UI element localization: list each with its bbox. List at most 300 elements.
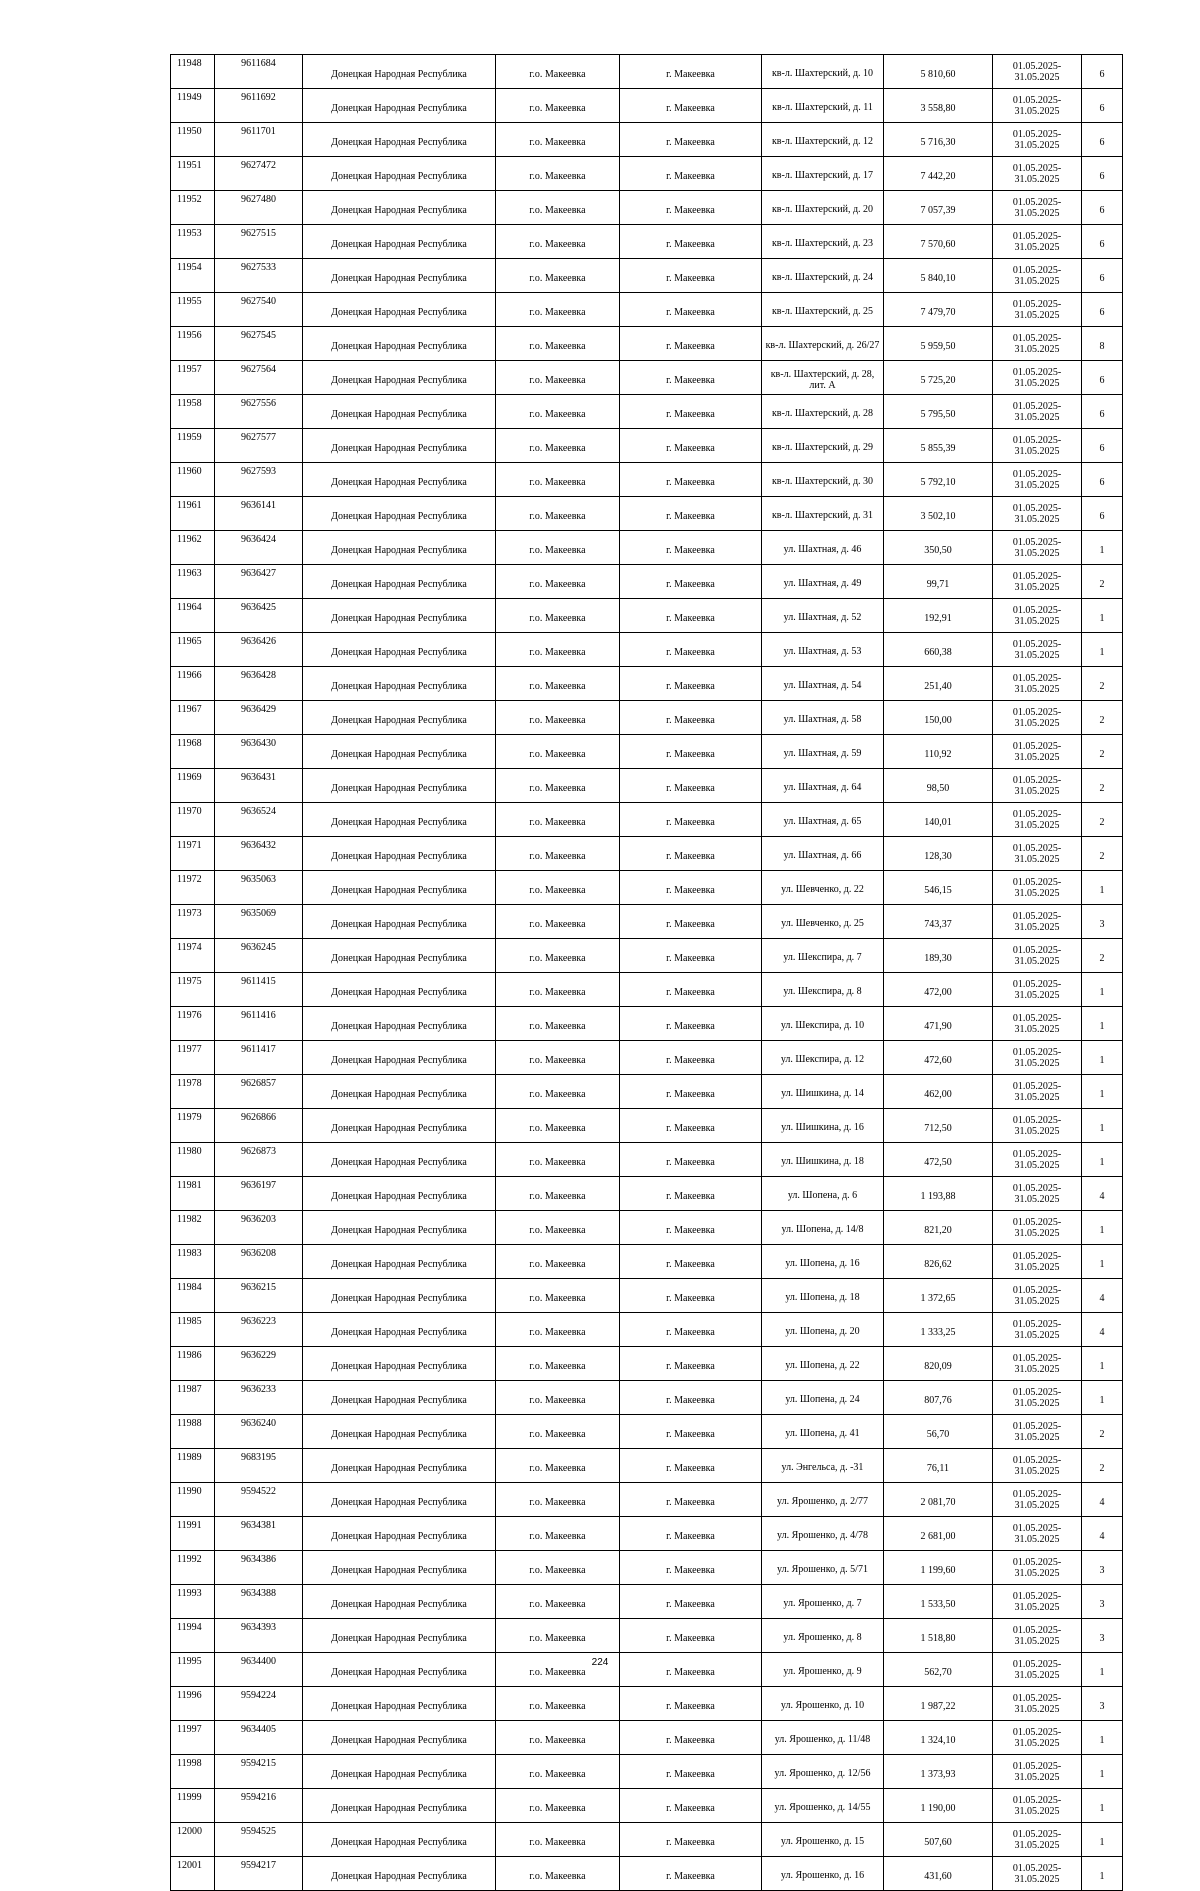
count-cell: 6: [1082, 293, 1123, 327]
count-cell: 4: [1082, 1483, 1123, 1517]
area-cell: 471,90: [884, 1007, 993, 1041]
locality-cell: г. Макеевка: [620, 701, 762, 735]
address-cell: ул. Шопена, д. 20: [762, 1313, 884, 1347]
district-cell: г.о. Макеевка: [496, 667, 620, 701]
area-cell: 472,60: [884, 1041, 993, 1075]
district-cell: г.о. Макеевка: [496, 1619, 620, 1653]
row-number-cell: 11960: [171, 463, 215, 497]
area-cell: 5 810,60: [884, 55, 993, 89]
object-code-cell: 9634393: [215, 1619, 303, 1653]
locality-cell: г. Макеевка: [620, 259, 762, 293]
object-code-cell: 9636424: [215, 531, 303, 565]
address-cell: ул. Шахтная, д. 49: [762, 565, 884, 599]
object-code-cell: 9626857: [215, 1075, 303, 1109]
locality-cell: г. Макеевка: [620, 191, 762, 225]
area-cell: 3 558,80: [884, 89, 993, 123]
locality-cell: г. Макеевка: [620, 327, 762, 361]
area-cell: 826,62: [884, 1245, 993, 1279]
region-cell: Донецкая Народная Республика: [303, 599, 496, 633]
object-code-cell: 9636233: [215, 1381, 303, 1415]
period-cell: 01.05.2025-31.05.2025: [993, 1211, 1082, 1245]
area-cell: 472,50: [884, 1143, 993, 1177]
count-cell: 4: [1082, 1279, 1123, 1313]
district-cell: г.о. Макеевка: [496, 55, 620, 89]
object-code-cell: 9636425: [215, 599, 303, 633]
district-cell: г.о. Макеевка: [496, 769, 620, 803]
locality-cell: г. Макеевка: [620, 1415, 762, 1449]
count-cell: 4: [1082, 1517, 1123, 1551]
count-cell: 6: [1082, 225, 1123, 259]
region-cell: Донецкая Народная Республика: [303, 1483, 496, 1517]
count-cell: 1: [1082, 1789, 1123, 1823]
district-cell: г.о. Макеевка: [496, 633, 620, 667]
row-number-cell: 11989: [171, 1449, 215, 1483]
period-cell: 01.05.2025-31.05.2025: [993, 1041, 1082, 1075]
count-cell: 3: [1082, 1687, 1123, 1721]
row-number-cell: 11950: [171, 123, 215, 157]
count-cell: 2: [1082, 735, 1123, 769]
row-number-cell: 11963: [171, 565, 215, 599]
period-cell: 01.05.2025-31.05.2025: [993, 769, 1082, 803]
region-cell: Донецкая Народная Республика: [303, 89, 496, 123]
area-cell: 1 533,50: [884, 1585, 993, 1619]
area-cell: 821,20: [884, 1211, 993, 1245]
row-number-cell: 11976: [171, 1007, 215, 1041]
region-cell: Донецкая Народная Республика: [303, 1279, 496, 1313]
row-number-cell: 11988: [171, 1415, 215, 1449]
locality-cell: г. Макеевка: [620, 803, 762, 837]
row-number-cell: 11967: [171, 701, 215, 735]
count-cell: 6: [1082, 157, 1123, 191]
address-cell: ул. Шекспира, д. 8: [762, 973, 884, 1007]
count-cell: 2: [1082, 803, 1123, 837]
row-number-cell: 11998: [171, 1755, 215, 1789]
period-cell: 01.05.2025-31.05.2025: [993, 293, 1082, 327]
district-cell: г.о. Макеевка: [496, 1687, 620, 1721]
district-cell: г.о. Макеевка: [496, 1551, 620, 1585]
area-cell: 7 442,20: [884, 157, 993, 191]
locality-cell: г. Макеевка: [620, 769, 762, 803]
locality-cell: г. Макеевка: [620, 293, 762, 327]
row-number-cell: 11999: [171, 1789, 215, 1823]
region-cell: Донецкая Народная Республика: [303, 1755, 496, 1789]
object-code-cell: 9611701: [215, 123, 303, 157]
region-cell: Донецкая Народная Республика: [303, 973, 496, 1007]
locality-cell: г. Макеевка: [620, 429, 762, 463]
row-number-cell: 11975: [171, 973, 215, 1007]
region-cell: Донецкая Народная Республика: [303, 1687, 496, 1721]
area-cell: 5 840,10: [884, 259, 993, 293]
locality-cell: г. Макеевка: [620, 667, 762, 701]
object-code-cell: 9611692: [215, 89, 303, 123]
locality-cell: г. Макеевка: [620, 1245, 762, 1279]
count-cell: 6: [1082, 463, 1123, 497]
area-cell: 7 570,60: [884, 225, 993, 259]
count-cell: 6: [1082, 395, 1123, 429]
address-cell: ул. Ярошенко, д. 2/77: [762, 1483, 884, 1517]
period-cell: 01.05.2025-31.05.2025: [993, 429, 1082, 463]
row-number-cell: 11970: [171, 803, 215, 837]
locality-cell: г. Макеевка: [620, 1381, 762, 1415]
region-cell: Донецкая Народная Республика: [303, 531, 496, 565]
count-cell: 1: [1082, 1755, 1123, 1789]
period-cell: 01.05.2025-31.05.2025: [993, 1483, 1082, 1517]
address-cell: кв-л. Шахтерский, д. 26/27: [762, 327, 884, 361]
region-cell: Донецкая Народная Республика: [303, 1653, 496, 1687]
address-cell: кв-л. Шахтерский, д. 25: [762, 293, 884, 327]
district-cell: г.о. Макеевка: [496, 1109, 620, 1143]
period-cell: 01.05.2025-31.05.2025: [993, 1517, 1082, 1551]
count-cell: 1: [1082, 1857, 1123, 1891]
region-cell: Донецкая Народная Республика: [303, 1449, 496, 1483]
row-number-cell: 11971: [171, 837, 215, 871]
count-cell: 1: [1082, 633, 1123, 667]
row-number-cell: 11954: [171, 259, 215, 293]
table-row: [171, 1041, 1123, 1075]
area-cell: 251,40: [884, 667, 993, 701]
address-cell: кв-л. Шахтерский, д. 12: [762, 123, 884, 157]
row-number-cell: 11987: [171, 1381, 215, 1415]
district-cell: г.о. Макеевка: [496, 259, 620, 293]
address-cell: ул. Ярошенко, д. 14/55: [762, 1789, 884, 1823]
address-cell: ул. Ярошенко, д. 5/71: [762, 1551, 884, 1585]
locality-cell: г. Макеевка: [620, 1619, 762, 1653]
locality-cell: г. Макеевка: [620, 837, 762, 871]
table-row: [171, 293, 1123, 327]
district-cell: г.о. Макеевка: [496, 1177, 620, 1211]
district-cell: г.о. Макеевка: [496, 157, 620, 191]
locality-cell: г. Макеевка: [620, 1109, 762, 1143]
period-cell: 01.05.2025-31.05.2025: [993, 1381, 1082, 1415]
locality-cell: г. Макеевка: [620, 1075, 762, 1109]
object-code-cell: 9636428: [215, 667, 303, 701]
object-code-cell: 9626873: [215, 1143, 303, 1177]
table-row: [171, 157, 1123, 191]
region-cell: Донецкая Народная Республика: [303, 1075, 496, 1109]
table-row: [171, 89, 1123, 123]
locality-cell: г. Макеевка: [620, 1449, 762, 1483]
count-cell: 1: [1082, 1381, 1123, 1415]
region-cell: Донецкая Народная Республика: [303, 1245, 496, 1279]
area-cell: 110,92: [884, 735, 993, 769]
row-number-cell: 11978: [171, 1075, 215, 1109]
district-cell: г.о. Макеевка: [496, 1075, 620, 1109]
period-cell: 01.05.2025-31.05.2025: [993, 735, 1082, 769]
row-number-cell: 11961: [171, 497, 215, 531]
area-cell: 472,00: [884, 973, 993, 1007]
object-code-cell: 9627540: [215, 293, 303, 327]
address-cell: ул. Ярошенко, д. 16: [762, 1857, 884, 1891]
locality-cell: г. Макеевка: [620, 871, 762, 905]
object-code-cell: 9634386: [215, 1551, 303, 1585]
object-code-cell: 9626866: [215, 1109, 303, 1143]
area-cell: 546,15: [884, 871, 993, 905]
period-cell: 01.05.2025-31.05.2025: [993, 1245, 1082, 1279]
address-cell: ул. Шопена, д. 22: [762, 1347, 884, 1381]
period-cell: 01.05.2025-31.05.2025: [993, 531, 1082, 565]
count-cell: 6: [1082, 429, 1123, 463]
object-code-cell: 9634388: [215, 1585, 303, 1619]
address-cell: ул. Ярошенко, д. 11/48: [762, 1721, 884, 1755]
table-row: [171, 599, 1123, 633]
district-cell: г.о. Макеевка: [496, 1313, 620, 1347]
row-number-cell: 11974: [171, 939, 215, 973]
row-number-cell: 11991: [171, 1517, 215, 1551]
district-cell: г.о. Макеевка: [496, 429, 620, 463]
address-cell: кв-л. Шахтерский, д. 11: [762, 89, 884, 123]
row-number-cell: 11952: [171, 191, 215, 225]
row-number-cell: 11956: [171, 327, 215, 361]
address-cell: ул. Ярошенко, д. 7: [762, 1585, 884, 1619]
region-cell: Донецкая Народная Республика: [303, 123, 496, 157]
count-cell: 1: [1082, 973, 1123, 1007]
area-cell: 1 190,00: [884, 1789, 993, 1823]
object-code-cell: 9627577: [215, 429, 303, 463]
row-number-cell: 11993: [171, 1585, 215, 1619]
table-row: [171, 837, 1123, 871]
period-cell: 01.05.2025-31.05.2025: [993, 701, 1082, 735]
row-number-cell: 11959: [171, 429, 215, 463]
region-cell: Донецкая Народная Республика: [303, 327, 496, 361]
region-cell: Донецкая Народная Республика: [303, 565, 496, 599]
row-number-cell: 11973: [171, 905, 215, 939]
address-cell: ул. Шишкина, д. 14: [762, 1075, 884, 1109]
row-number-cell: 11951: [171, 157, 215, 191]
table-row: [171, 1245, 1123, 1279]
locality-cell: г. Макеевка: [620, 463, 762, 497]
area-cell: 1 518,80: [884, 1619, 993, 1653]
district-cell: г.о. Макеевка: [496, 1483, 620, 1517]
table-row: [171, 1143, 1123, 1177]
region-cell: Донецкая Народная Республика: [303, 1211, 496, 1245]
table-row: [171, 191, 1123, 225]
period-cell: 01.05.2025-31.05.2025: [993, 191, 1082, 225]
locality-cell: г. Макеевка: [620, 225, 762, 259]
district-cell: г.о. Макеевка: [496, 1823, 620, 1857]
area-cell: 7 057,39: [884, 191, 993, 225]
period-cell: 01.05.2025-31.05.2025: [993, 1823, 1082, 1857]
table-row: [171, 939, 1123, 973]
table-row: [171, 1007, 1123, 1041]
object-code-cell: 9636430: [215, 735, 303, 769]
locality-cell: г. Макеевка: [620, 1653, 762, 1687]
table-row: [171, 1585, 1123, 1619]
row-number-cell: 11948: [171, 55, 215, 89]
period-cell: 01.05.2025-31.05.2025: [993, 225, 1082, 259]
address-cell: ул. Шахтная, д. 58: [762, 701, 884, 735]
locality-cell: г. Макеевка: [620, 1143, 762, 1177]
registry-table-body: [171, 55, 1123, 1891]
table-row: [171, 1687, 1123, 1721]
table-row: [171, 769, 1123, 803]
region-cell: Донецкая Народная Республика: [303, 1415, 496, 1449]
object-code-cell: 9636432: [215, 837, 303, 871]
area-cell: 5 716,30: [884, 123, 993, 157]
locality-cell: г. Макеевка: [620, 939, 762, 973]
object-code-cell: 9636197: [215, 1177, 303, 1211]
district-cell: г.о. Макеевка: [496, 939, 620, 973]
area-cell: 189,30: [884, 939, 993, 973]
address-cell: ул. Шишкина, д. 16: [762, 1109, 884, 1143]
row-number-cell: 11969: [171, 769, 215, 803]
address-cell: ул. Шопена, д. 6: [762, 1177, 884, 1211]
area-cell: 128,30: [884, 837, 993, 871]
object-code-cell: 9594216: [215, 1789, 303, 1823]
table-row: [171, 1721, 1123, 1755]
locality-cell: г. Макеевка: [620, 1857, 762, 1891]
table-row: [171, 1789, 1123, 1823]
count-cell: 2: [1082, 939, 1123, 973]
address-cell: ул. Шопена, д. 18: [762, 1279, 884, 1313]
area-cell: 712,50: [884, 1109, 993, 1143]
count-cell: 1: [1082, 871, 1123, 905]
object-code-cell: 9611415: [215, 973, 303, 1007]
region-cell: Донецкая Народная Республика: [303, 225, 496, 259]
address-cell: кв-л. Шахтерский, д. 31: [762, 497, 884, 531]
count-cell: 2: [1082, 837, 1123, 871]
area-cell: 660,38: [884, 633, 993, 667]
district-cell: г.о. Макеевка: [496, 1143, 620, 1177]
object-code-cell: 9636427: [215, 565, 303, 599]
count-cell: 2: [1082, 1449, 1123, 1483]
area-cell: 5 959,50: [884, 327, 993, 361]
object-code-cell: 9636203: [215, 1211, 303, 1245]
row-number-cell: 11957: [171, 361, 215, 395]
region-cell: Донецкая Народная Республика: [303, 1143, 496, 1177]
region-cell: Донецкая Народная Республика: [303, 1347, 496, 1381]
area-cell: 562,70: [884, 1653, 993, 1687]
district-cell: г.о. Макеевка: [496, 1585, 620, 1619]
address-cell: кв-л. Шахтерский, д. 20: [762, 191, 884, 225]
count-cell: 6: [1082, 123, 1123, 157]
count-cell: 6: [1082, 259, 1123, 293]
count-cell: 2: [1082, 701, 1123, 735]
period-cell: 01.05.2025-31.05.2025: [993, 939, 1082, 973]
address-cell: ул. Ярошенко, д. 12/56: [762, 1755, 884, 1789]
count-cell: 2: [1082, 565, 1123, 599]
period-cell: 01.05.2025-31.05.2025: [993, 1551, 1082, 1585]
count-cell: 1: [1082, 1721, 1123, 1755]
region-cell: Донецкая Народная Республика: [303, 1041, 496, 1075]
region-cell: Донецкая Народная Республика: [303, 259, 496, 293]
region-cell: Донецкая Народная Республика: [303, 1857, 496, 1891]
row-number-cell: 11994: [171, 1619, 215, 1653]
table-row: [171, 225, 1123, 259]
region-cell: Донецкая Народная Республика: [303, 1007, 496, 1041]
area-cell: 1 199,60: [884, 1551, 993, 1585]
area-cell: 140,01: [884, 803, 993, 837]
period-cell: 01.05.2025-31.05.2025: [993, 1415, 1082, 1449]
row-number-cell: 11965: [171, 633, 215, 667]
period-cell: 01.05.2025-31.05.2025: [993, 1177, 1082, 1211]
table-row: [171, 361, 1123, 395]
area-cell: 98,50: [884, 769, 993, 803]
locality-cell: г. Макеевка: [620, 1347, 762, 1381]
row-number-cell: 11996: [171, 1687, 215, 1721]
area-cell: 1 372,65: [884, 1279, 993, 1313]
district-cell: г.о. Макеевка: [496, 1415, 620, 1449]
period-cell: 01.05.2025-31.05.2025: [993, 1279, 1082, 1313]
row-number-cell: 11984: [171, 1279, 215, 1313]
count-cell: 2: [1082, 667, 1123, 701]
address-cell: ул. Шопена, д. 14/8: [762, 1211, 884, 1245]
table-row: [171, 327, 1123, 361]
district-cell: г.о. Макеевка: [496, 1721, 620, 1755]
period-cell: 01.05.2025-31.05.2025: [993, 1721, 1082, 1755]
address-cell: ул. Шахтная, д. 54: [762, 667, 884, 701]
period-cell: 01.05.2025-31.05.2025: [993, 565, 1082, 599]
row-number-cell: 11981: [171, 1177, 215, 1211]
region-cell: Донецкая Народная Республика: [303, 1517, 496, 1551]
address-cell: ул. Шахтная, д. 46: [762, 531, 884, 565]
table-row: [171, 395, 1123, 429]
object-code-cell: 9627472: [215, 157, 303, 191]
region-cell: Донецкая Народная Республика: [303, 837, 496, 871]
count-cell: 4: [1082, 1313, 1123, 1347]
district-cell: г.о. Макеевка: [496, 361, 620, 395]
address-cell: ул. Шопена, д. 24: [762, 1381, 884, 1415]
row-number-cell: 12001: [171, 1857, 215, 1891]
district-cell: г.о. Макеевка: [496, 531, 620, 565]
district-cell: г.о. Макеевка: [496, 565, 620, 599]
row-number-cell: 11972: [171, 871, 215, 905]
table-row: [171, 565, 1123, 599]
period-cell: 01.05.2025-31.05.2025: [993, 1585, 1082, 1619]
table-row: [171, 1857, 1123, 1891]
area-cell: 1 987,22: [884, 1687, 993, 1721]
object-code-cell: 9611416: [215, 1007, 303, 1041]
period-cell: 01.05.2025-31.05.2025: [993, 123, 1082, 157]
count-cell: 6: [1082, 191, 1123, 225]
address-cell: кв-л. Шахтерский, д. 30: [762, 463, 884, 497]
locality-cell: г. Макеевка: [620, 735, 762, 769]
period-cell: 01.05.2025-31.05.2025: [993, 905, 1082, 939]
table-row: [171, 1177, 1123, 1211]
address-cell: ул. Шахтная, д. 66: [762, 837, 884, 871]
district-cell: г.о. Макеевка: [496, 1041, 620, 1075]
locality-cell: г. Макеевка: [620, 123, 762, 157]
locality-cell: г. Макеевка: [620, 1041, 762, 1075]
object-code-cell: 9627545: [215, 327, 303, 361]
count-cell: 3: [1082, 1585, 1123, 1619]
object-code-cell: 9636223: [215, 1313, 303, 1347]
locality-cell: г. Макеевка: [620, 1823, 762, 1857]
object-code-cell: 9627564: [215, 361, 303, 395]
period-cell: 01.05.2025-31.05.2025: [993, 1313, 1082, 1347]
locality-cell: г. Макеевка: [620, 89, 762, 123]
period-cell: 01.05.2025-31.05.2025: [993, 497, 1082, 531]
table-row: [171, 1109, 1123, 1143]
period-cell: 01.05.2025-31.05.2025: [993, 599, 1082, 633]
object-code-cell: 9636524: [215, 803, 303, 837]
address-cell: ул. Шахтная, д. 59: [762, 735, 884, 769]
count-cell: 1: [1082, 1007, 1123, 1041]
row-number-cell: 11977: [171, 1041, 215, 1075]
area-cell: 1 333,25: [884, 1313, 993, 1347]
address-cell: ул. Шопена, д. 16: [762, 1245, 884, 1279]
region-cell: Донецкая Народная Республика: [303, 1585, 496, 1619]
district-cell: г.о. Макеевка: [496, 1347, 620, 1381]
district-cell: г.о. Макеевка: [496, 1381, 620, 1415]
address-cell: кв-л. Шахтерский, д. 28: [762, 395, 884, 429]
address-cell: ул. Шахтная, д. 64: [762, 769, 884, 803]
district-cell: г.о. Макеевка: [496, 599, 620, 633]
address-cell: кв-л. Шахтерский, д. 29: [762, 429, 884, 463]
table-row: [171, 973, 1123, 1007]
district-cell: г.о. Макеевка: [496, 837, 620, 871]
area-cell: 820,09: [884, 1347, 993, 1381]
district-cell: г.о. Макеевка: [496, 1245, 620, 1279]
